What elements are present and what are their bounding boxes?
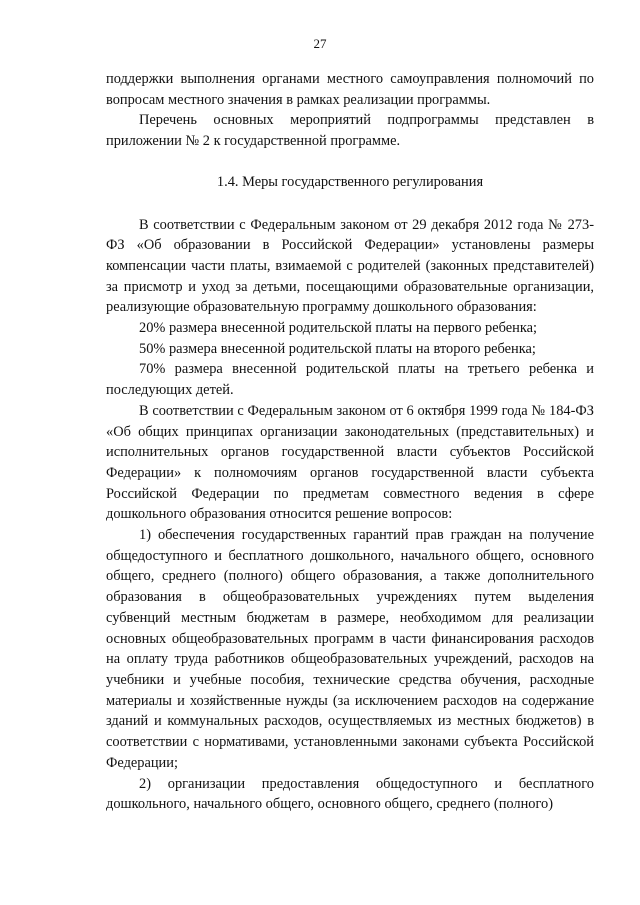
- paragraph-compensation-third-child: 70% размера внесенной родительской платы на третьего ребенка и последующих детей.: [106, 361, 594, 399]
- page-number: 27: [313, 36, 327, 51]
- paragraph-subprogram-list: Перечень основных мероприятий подпрограммы представлен в приложении № 2 к государственной программе.: [106, 112, 594, 150]
- paragraph-law-184: В соответствии с Федеральным законом от 6 октября 1999 года № 184-ФЗ «Об общих принципах организации законодательных (представительных) и исполнительных органов государственной власти субъектов Российской Федерации» к полномочиям органов государственной власти субъекта Российской Федерации по предметам совместного ведения в сфере дошкольного образования относится решение вопросов:: [106, 402, 594, 523]
- paragraph-item-1: 1) обеспечения государственных гарантий прав граждан на получение общедоступного и бесплатного дошкольного, начального общего, основного общего, среднего (полного) общего образования, а также дополнительного образования в общеобразовательных учреждениях путем выделения субвенций местным бюджетам в размере, необходимом для реализации основных общеобразовательных программ в части финансирования расходов на оплату труда работников общеобразовательных учреждений, расходов на учебники и учебные пособия, технические средства обучения, расходные материалы и хозяйственные нужды (за исключением расходов на содержание зданий и коммунальных расходов, осуществляемых из местных бюджетов) в соответствии с нормативами, установленными законами субъекта Российской Федерации;: [106, 527, 594, 771]
- paragraph-compensation-second-child: 50% размера внесенной родительской платы на второго ребенка;: [139, 340, 536, 357]
- document-body: [106, 69, 594, 815]
- paragraph-continuation: поддержки выполнения органами местного самоуправления полномочий по вопросам местного значения в рамках реализации программы.: [106, 71, 594, 108]
- paragraph-compensation-first-child: 20% размера внесенной родительской платы на первого ребенка;: [139, 320, 537, 337]
- section-heading: 1.4. Меры государственного регулирования: [216, 173, 484, 190]
- paragraph-item-2: 2) организации предоставления общедоступного и бесплатного дошкольного, начального общего, основного общего, среднего (полного): [106, 775, 594, 813]
- paragraph-law-273: В соответствии с Федеральным законом от 29 декабря 2012 года № 273-ФЗ «Об образовании в Российской Федерации» установлены размеры компенсации части платы, взимаемой с родителей (законных представителей) за присмотр и уход за детьми, посещающими образовательные организации, реализующие образовательную программу дошкольного образования:: [106, 216, 594, 316]
